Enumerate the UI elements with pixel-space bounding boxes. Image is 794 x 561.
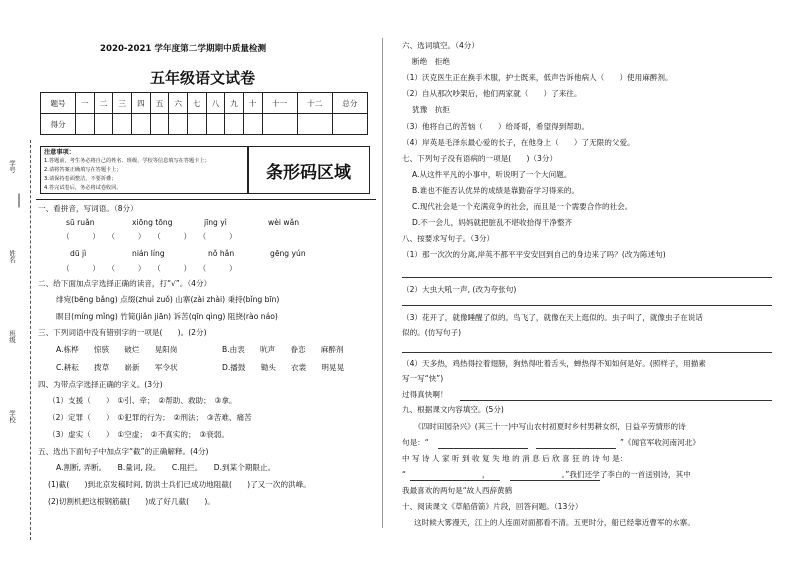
score-cell[interactable] — [76, 114, 95, 135]
q9-line: ”《闻官军收河南河北》 — [620, 438, 700, 447]
q9-line: 我最喜欢的两句是“故人西辞黄鹤 — [402, 486, 513, 495]
score-head-cell: 十二 — [297, 93, 332, 114]
q3-option: A.栋桦 惊骇 破烂 晃阳岗 — [56, 345, 178, 354]
q8-line: （1）那一次次的分离,岸英不都平平安安回到自己的身边来了吗？(改为陈述句) — [402, 250, 666, 259]
score-cell[interactable] — [225, 114, 244, 135]
q10-heading: 十、阅读课文《草船借箭》片段，回答问题。（13分） — [402, 502, 583, 511]
binding-line — [30, 140, 31, 540]
q7-option: D.不一会儿，妈妈就把脏乱不堪收拾得干净整齐 — [412, 218, 573, 227]
score-table — [40, 92, 368, 135]
score-cell[interactable] — [243, 114, 262, 135]
q1-pinyin: nǒ hǎn — [208, 249, 235, 258]
score-cell[interactable] — [262, 114, 297, 135]
q1-answer-row[interactable]: （ ） （ ） （ ） （ ） — [62, 264, 237, 273]
score-cell[interactable] — [150, 114, 169, 135]
answer-line[interactable] — [402, 305, 772, 306]
q8-line: （3）花开了，就像睡醒了似的。鸟飞了，就像在天上逛似的。虫子叫了，就像虫子在说话 — [402, 313, 703, 322]
q6-line: （3）他将自己的苦恼（ ）给哥哥，希望得到帮助。 — [402, 122, 590, 131]
answer-line[interactable] — [536, 448, 616, 449]
answer-line[interactable] — [510, 480, 600, 481]
q7-option: C.现代社会是一个充满竞争的社会，而且是一个需要合作的社会。 — [412, 202, 633, 211]
exam-title: 五年级语文试卷 — [150, 69, 256, 87]
score-cell[interactable] — [94, 114, 113, 135]
q1-pinyin: dū jì — [70, 249, 87, 258]
q5-heading: 五、选出下面句子中加点字“截”的正确解释。(4分) — [38, 447, 209, 456]
q1-answer-row[interactable]: （ ） （ ） （ ） （ ） — [62, 232, 237, 241]
score-head-cell: 九 — [225, 93, 244, 114]
notice-box — [40, 146, 249, 194]
answer-line[interactable] — [402, 277, 772, 278]
q9-line: “ ， 。”我们还学了李白的一首送别诗，其中 — [402, 470, 691, 479]
score-head-cell: 十一 — [262, 93, 297, 114]
q1-pinyin: xiōng tōng — [132, 218, 173, 227]
q8-line: 似的。(仿写句子) — [402, 328, 462, 337]
q6-heading: 六、选词填空。（4分） — [402, 41, 479, 50]
q1-pinyin: gēng yún — [270, 249, 306, 258]
q7-option: B.谁也不能否认优异的成绩是靠勤奋学习得来的。 — [412, 186, 580, 195]
q3-option: B.由衷 吭声 眷恋 麻醉剂 — [222, 345, 344, 354]
q3-option: C.耕耘 拨草 崭新 军令状 — [56, 363, 178, 372]
q6-word-choices: 犹豫 抗拒 — [412, 105, 450, 114]
score-head-cell: 一 — [76, 93, 95, 114]
score-head-cell: 四 — [132, 93, 151, 114]
q2-heading: 二、给下面加点字选择正确的读音，打“√”。（4分） — [38, 279, 212, 288]
score-head-cell: 二 — [94, 93, 113, 114]
q2-line: 瞑目(míng mǐng) 竹简(jiǎn jiān) 诉苦(qīn qìng) 阻挠(rào náo) — [56, 312, 278, 321]
score-cell[interactable] — [187, 114, 206, 135]
q6-line: （1）沃克医生正在换手术服，护士既来，低声告诉他病人（ ）使用麻醉剂。 — [402, 73, 673, 82]
score-head-cell: 七 — [187, 93, 206, 114]
score-cell[interactable] — [206, 114, 225, 135]
answer-line[interactable] — [460, 400, 772, 401]
q3-heading: 三、下列词语中没有错别字的一项是( )。(2分) — [38, 328, 207, 337]
q1-pinyin: jīng yì — [204, 218, 227, 227]
score-row-label: 得分 — [41, 114, 76, 135]
q9-line: 《四时田园杂兴》(其三十一)中写山农村初夏时乡村男耕女织，日益辛劳情形的诗 — [414, 422, 686, 431]
q4-line: （1）支援（ ） ①引、牵； ②帮助、救助； ③拿。 — [48, 396, 237, 405]
score-cell[interactable] — [113, 114, 132, 135]
q2-line: 绯宛(bēng bǎng) 点缀(zhuì zuǒ) 山寨(zài zhài) 秉持(bǐng bīn) — [56, 295, 280, 304]
q9-line: 句是：“ — [402, 438, 429, 447]
side-label-student-id: 学号 — [8, 160, 16, 173]
notice-item: 4.答完试卷后，务必将试卷收回。 — [44, 185, 122, 191]
q4-heading: 四、为带点字选择正确的字义。(3分) — [38, 380, 163, 389]
q4-line: （3）虚实（ ） ①空虚； ②不真实的； ③衰弱。 — [48, 430, 229, 439]
q1-heading: 一、看拼音，写词语。（8分） — [38, 204, 138, 213]
q6-line: （2）自从那次吵架后，他们两家就（ ）了来往。 — [402, 89, 582, 98]
q1-pinyin: sū ruǎn — [66, 218, 95, 227]
year-title: 2020-2021 学年度第二学期期中质量检测 — [100, 44, 267, 54]
side-label-class: 班级 — [8, 330, 16, 343]
score-head-cell: 题号 — [41, 93, 76, 114]
score-cell[interactable] — [169, 114, 188, 135]
q4-line: （2）定罪（ ） ①犯罪的行为； ②刑法； ③苦难、痛苦 — [48, 413, 252, 422]
q5-line: (2)切割机把这根钢筋截( )成了好几截( )。 — [48, 497, 215, 506]
q1-pinyin: wèi wǎn — [268, 218, 300, 227]
q8-line: （4）天多热，鸡热得拉着翅膀，狗热得吐着舌头，蝉热得不知如何是好。(照样子，用描素 — [402, 359, 706, 368]
q6-word-choices: 断绝 拒绝 — [412, 57, 450, 66]
q9-heading: 九、根据课文内容填空。(5分) — [402, 405, 504, 414]
q5-line: (1)截( )到北京发稿时间, 防洪士兵们已成功地阻截( )了又一次的洪峰。 — [48, 480, 311, 489]
score-head-cell: 六 — [169, 93, 188, 114]
q8-line: 过得真快啊！ — [402, 390, 448, 399]
q8-line: 写一写“快”) — [402, 374, 444, 383]
side-label-name: 姓名 — [8, 250, 16, 263]
q8-line: （2）大虫大吼一声, (改为夸张句) — [402, 285, 517, 294]
notice-item: 1.答题前，考生务必将自己的姓名、班级、学校等信息填写在答题卡上； — [44, 158, 210, 164]
answer-line[interactable] — [402, 352, 772, 353]
score-head-cell: 十 — [243, 93, 262, 114]
score-head-cell: 八 — [206, 93, 225, 114]
q3-option: D.播鼓 锄头 衣裳 明晃晃 — [222, 363, 345, 372]
q6-line: （4）岸英是毛泽东最心爱的长子，在他身上（ ）了无限的父爱。 — [402, 138, 635, 147]
q7-option: A.从这件平凡的小事中，听说明了一个大问题。 — [412, 170, 572, 179]
notice-item: 2.请将答案正确填写在答题卡上； — [44, 167, 122, 173]
q5-options: A.割断, 弄断。 B.量词, 段。 C.阻拦。 D.到某个期限止。 — [56, 463, 276, 472]
q8-heading: 八、按要求写句子。（3分） — [402, 234, 495, 243]
q7-heading: 七、下列句子没有语病的一项是( )（3分） — [402, 154, 558, 163]
notice-item: 3.请保持卷面整洁，不要折叠； — [44, 176, 117, 182]
answer-line[interactable] — [438, 448, 528, 449]
q10-text: 这时候大雾漫天，江上的人连面对面都看不清。五更时分，船已经靠近曹军的水寨。 — [414, 518, 695, 527]
notice-title: 注意事项： — [44, 149, 75, 156]
score-head-cell: 三 — [113, 93, 132, 114]
q1-pinyin: nián líng — [132, 249, 165, 258]
side-label-school: 学校 — [8, 410, 16, 423]
score-cell[interactable] — [332, 114, 367, 135]
answer-line[interactable] — [410, 480, 500, 481]
score-head-cell: 总分 — [332, 93, 367, 114]
barcode-area: 条形码区域 — [247, 146, 370, 194]
q9-line: 中 写 诗 人 家 听 到 收 复 失 地 的 消 息 后 欣 喜 狂 的 诗 句 是： — [402, 454, 628, 463]
score-cell[interactable] — [132, 114, 151, 135]
score-cell[interactable] — [297, 114, 332, 135]
score-head-cell: 五 — [150, 93, 169, 114]
